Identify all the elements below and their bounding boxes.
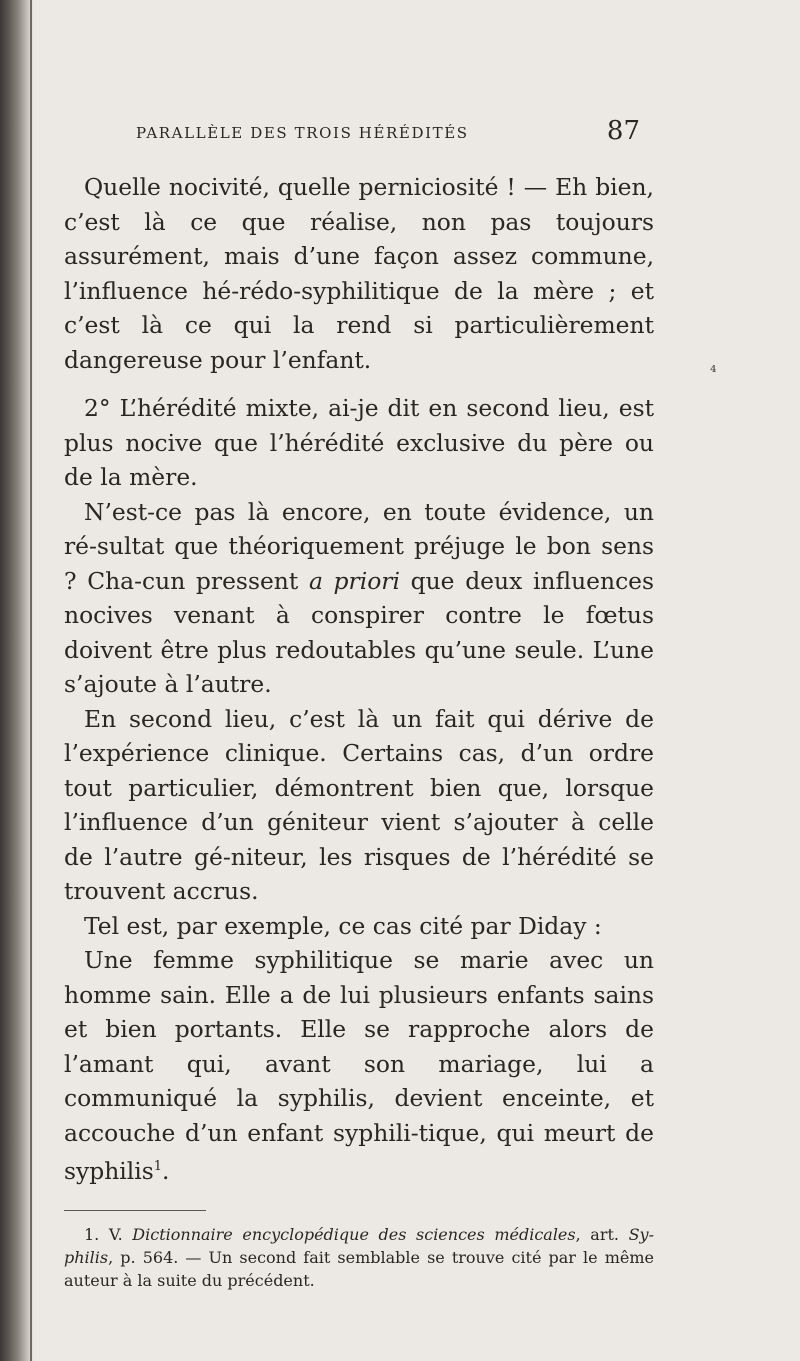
footnote-middle: , art. xyxy=(575,1225,619,1245)
margin-mark: ⁴ xyxy=(710,362,717,381)
book-page xyxy=(64,118,654,1292)
book-binding xyxy=(0,0,34,1361)
footnote xyxy=(64,1223,654,1292)
footnote-rule xyxy=(64,1210,206,1211)
paragraph-1: Quelle nocivité, quelle perniciosité ! — Eh bien, c’est là ce que réalise, non pas toujours assurément, mais d’une façon assez commune, l’influence hé-rédo-syphilitique de la mère ; et c’est là ce qui la rend si particulièrement dangereuse pour l’enfant. xyxy=(64,173,654,374)
paragraph-3-end: que deux influences nocives venant à conspirer contre le fœtus doivent être plus redoutables qu’une seule. L’une s’ajoute à l’autre. xyxy=(64,566,655,698)
body-text xyxy=(64,170,654,1188)
italic-a-priori: a priori xyxy=(308,566,400,595)
paragraph-4: En second lieu, c’est là un fait qui dérive de l’expérience clinique. Certains cas, d’un ordre tout particulier, démontrent bien que, lorsque l’influence d’un géniteur vient s’ajouter à celle de l’autre gé-niteur, les risques de l’hérédité se trouvent accrus. xyxy=(64,704,654,905)
binding-edge xyxy=(30,0,32,1361)
footnote-article: Sy-philis xyxy=(64,1225,654,1268)
footnote-rest: , p. 564. — Un second fait semblable se trouve cité par le même auteur à la suite du précédent. xyxy=(64,1248,654,1291)
page-number: 87 xyxy=(606,116,640,146)
paragraph-5: Tel est, par exemple, ce cas cité par Diday : xyxy=(84,911,602,940)
footnote-reference: 1 xyxy=(153,1159,162,1174)
footnote-work-title: Dictionnaire encyclopédique des sciences médicales xyxy=(132,1225,576,1245)
running-head xyxy=(64,118,654,158)
paragraph-3 xyxy=(64,495,654,702)
footnote-marker: 1. V. xyxy=(84,1225,123,1245)
paragraph-6: Une femme syphilitique se marie avec un homme sain. Elle a de lui plusieurs enfants sains et bien portants. Elle se rapproche alors de l’amant qui, avant son mariage, lui a communiqué la syphilis, devient enceinte, et accouche d’un enfant syphili-tique, qui meurt de syphilis$^1$. xyxy=(64,946,654,1185)
running-head-title: PARALLÈLE DES TROIS HÉRÉDITÉS xyxy=(136,124,469,142)
paragraph-6-text: Une femme syphilitique se marie avec un homme sain. Elle a de lui plusieurs enfants sains et bien portants. Elle se rapproche alors de l’amant qui, avant son mariage, lui a communiqué la syphilis, devient enceinte, et accouche d’un enfant syphili-tique, qui meurt de syphilis xyxy=(64,946,654,1185)
paragraph-2: 2° L’hérédité mixte, ai-je dit en second lieu, est plus nocive que l’hérédité exclusive du père ou de la mère. xyxy=(64,394,654,491)
paragraph-3-start: N’est-ce pas là encore, en toute évidence, un ré-sultat que théoriquement préjuge le bon sens ? Cha-cun pressent xyxy=(64,497,654,595)
